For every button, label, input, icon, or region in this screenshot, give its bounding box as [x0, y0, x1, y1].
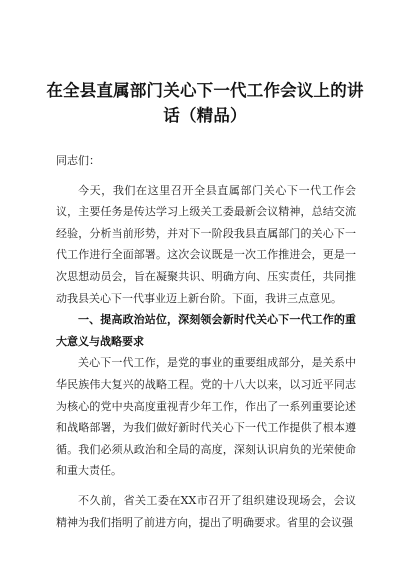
- paragraph-provincial-meeting: 不久前，省关工委在XX市召开了组织建设现场会，会议精神为我们指明了前进方向，提出了明确要求。省里的会议强: [56, 493, 356, 529]
- document-body: [56, 150, 356, 533]
- paragraph-significance: 关心下一代工作，是党的事业的重要组成部分，是关系中华民族伟大复兴的战略工程。党的十八大以来，以习近平同志为核心的党中央高度重视青少年工作，作出了一系列重要论述和战略部署，为我们做好新时代关心下一代工作提供了根本遵循。我们必须从政治和全局的高度，深刻认识肩负的光荣使命和重大责任。: [56, 356, 356, 478]
- section-heading-1: 一、提高政治站位，深刻领会新时代关心下一代工作的重大意义与战略要求: [56, 313, 356, 348]
- document-title: 在全县直属部门关心下一代工作会议上的讲话（精品）: [46, 81, 364, 125]
- salutation: 同志们：: [56, 154, 100, 167]
- paragraph-opening: 今天，我们在这里召开全县直属部门关心下一代工作会议，主要任务是传达学习上级关工委最新会议精神，总结交流经验，分析当前形势，并对下一阶段我县直属部门的关心下一代工作进行全面部署。这次会议既是一次工作推进会，更是一次思想动员会，旨在凝聚共识、明确方向、压实责任，共同推动我县关心下一代事业迈上新台阶。下面，我讲三点意见。: [56, 183, 356, 305]
